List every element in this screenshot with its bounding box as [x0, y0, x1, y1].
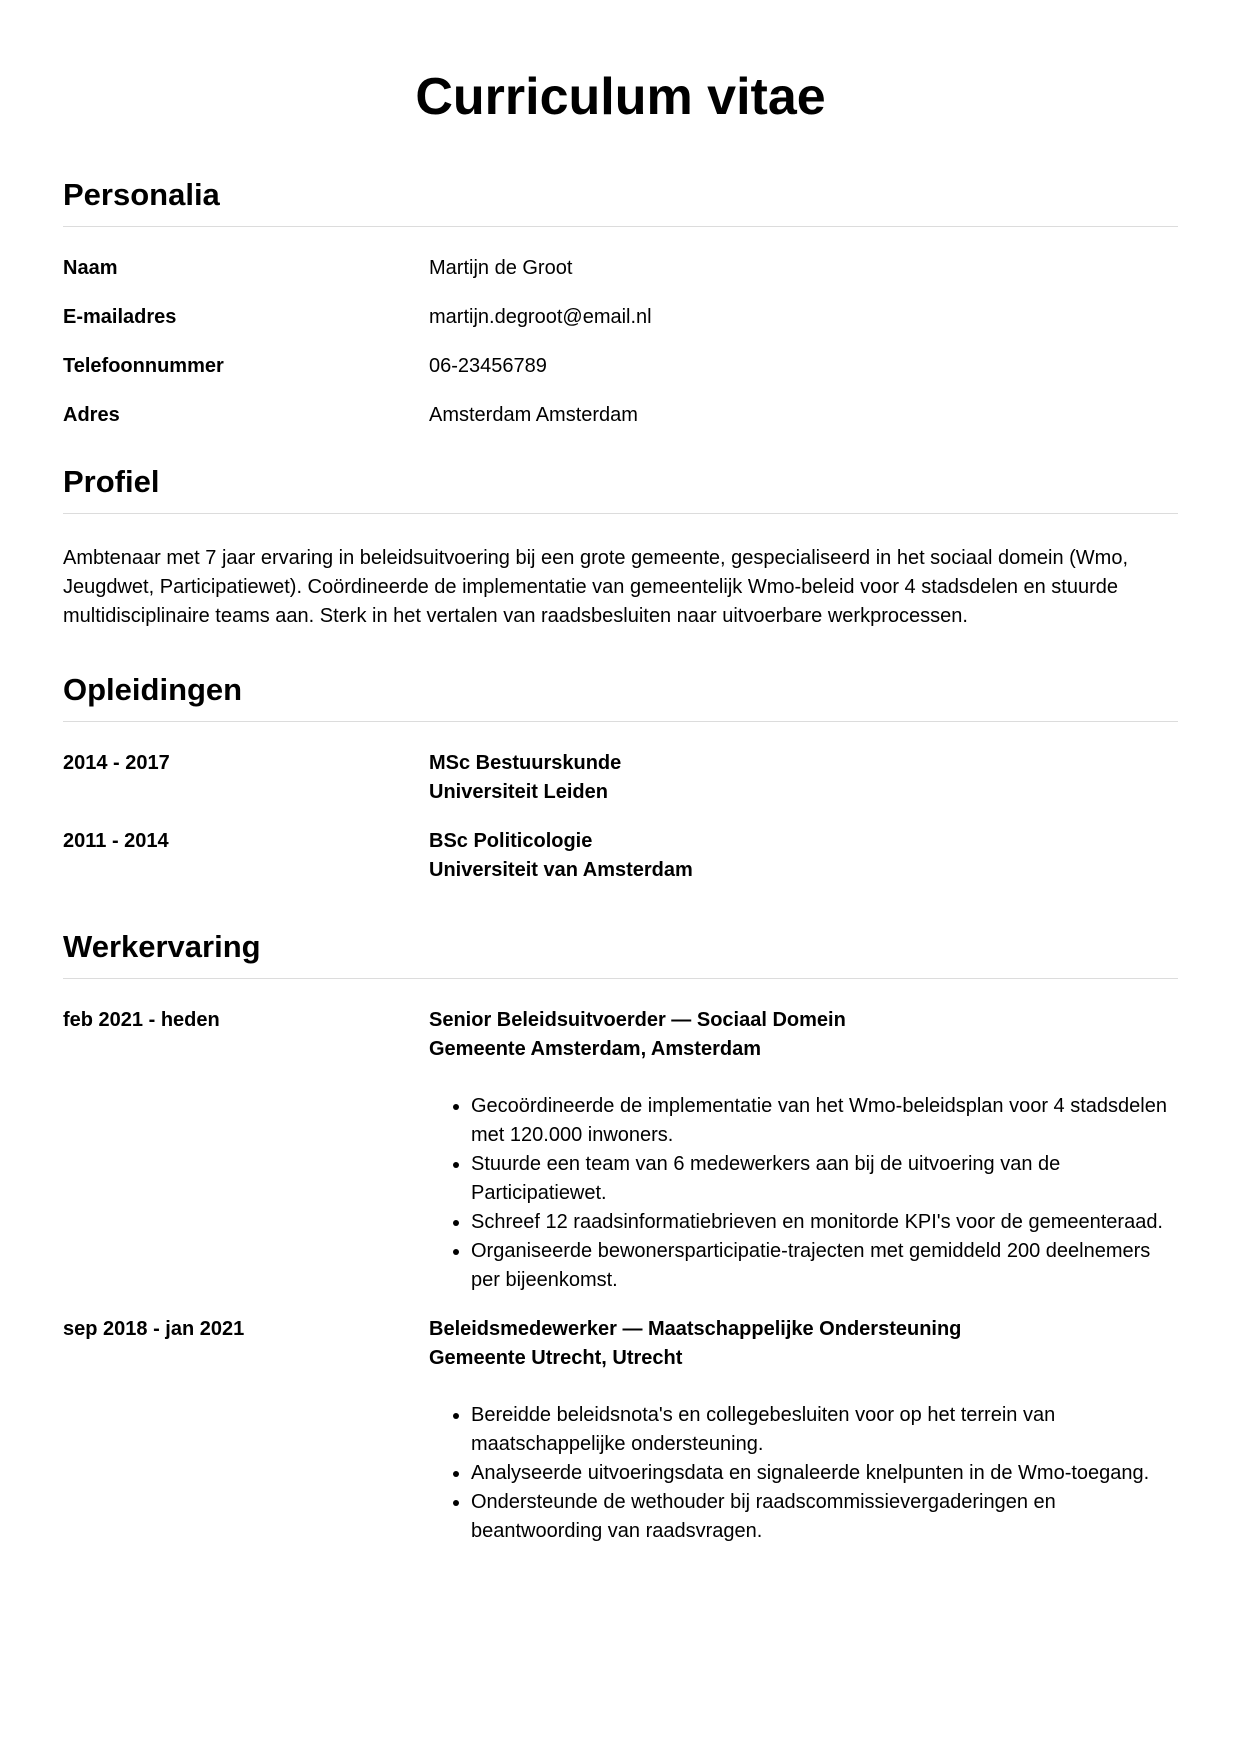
- opleiding-item: [63, 749, 1178, 807]
- job-details: [429, 1006, 1178, 1295]
- section-heading-werkervaring: Werkervaring: [63, 928, 1178, 979]
- profiel-text: Ambtenaar met 7 jaar ervaring in beleidsuitvoering bij een grote gemeente, gespecialiseerd in het sociaal domein (Wmo, Jeugdwet, Participatiewet). Coördineerde de implementatie van gemeentelijk Wmo-beleid voor 4 stadsdelen en stuurde multidisciplinaire teams aan. Sterk in het vertalen van raadsbesluiten naar uitvoerbare werkprocessen.: [63, 547, 1129, 627]
- opleiding-period: 2014 - 2017: [63, 752, 170, 774]
- job-bullet: • Analyseerde uitvoeringsdata en signaleerde knelpunten in de Wmo-toegang.: [471, 1459, 1178, 1488]
- job-bullet: • Stuurde een team van 6 medewerkers aan bij de uitvoering van de Participatiewet.: [471, 1150, 1178, 1208]
- personalia-row-adres: [63, 401, 1178, 430]
- job-bullet: • Gecoördineerde de implementatie van het Wmo-beleidsplan voor 4 stadsdelen met 120.000 inwoners.: [471, 1092, 1178, 1150]
- section-profiel: [63, 463, 1178, 631]
- job-employer: Gemeente Utrecht, Utrecht: [429, 1347, 683, 1369]
- section-personalia: [63, 176, 1178, 430]
- section-werkervaring: [63, 928, 1178, 1546]
- document-title: Curriculum vitae: [415, 68, 826, 126]
- job-bullets: [429, 1092, 1178, 1295]
- section-heading-profiel: Profiel: [63, 463, 1178, 514]
- opleiding-degree: BSc Politicologie: [429, 830, 593, 852]
- personalia-row-email: [63, 303, 1178, 332]
- personalia-list: [63, 227, 1178, 430]
- job-details: [429, 1315, 1178, 1546]
- personalia-value: Amsterdam Amsterdam: [429, 404, 638, 426]
- section-opleidingen: [63, 671, 1178, 885]
- job-bullet: • Ondersteunde de wethouder bij raadscommissievergaderingen en beantwoording van raadsvragen.: [471, 1488, 1178, 1546]
- personalia-value: martijn.degroot@email.nl: [429, 306, 652, 328]
- werkervaring-item: [63, 1006, 1178, 1295]
- opleiding-item: [63, 827, 1178, 885]
- personalia-value: 06-23456789: [429, 355, 547, 377]
- opleiding-details: [429, 827, 1178, 885]
- opleiding-school: Universiteit van Amsterdam: [429, 859, 693, 881]
- job-employer: Gemeente Amsterdam, Amsterdam: [429, 1038, 761, 1060]
- personalia-row-telefoon: [63, 352, 1178, 381]
- personalia-value: Martijn de Groot: [429, 257, 573, 279]
- job-role: Senior Beleidsuitvoerder — Sociaal Domein: [429, 1009, 846, 1031]
- personalia-label: Telefoonnummer: [63, 355, 224, 377]
- opleiding-school: Universiteit Leiden: [429, 781, 608, 803]
- personalia-row-naam: [63, 254, 1178, 283]
- job-bullet: • Organiseerde bewonersparticipatie-trajecten met gemiddeld 200 deelnemers per bijeenkomst.: [471, 1237, 1178, 1295]
- personalia-label: E-mailadres: [63, 306, 177, 328]
- werkervaring-item: [63, 1315, 1178, 1546]
- opleiding-details: [429, 749, 1178, 807]
- personalia-label: Adres: [63, 404, 120, 426]
- job-bullet: • Bereidde beleidsnota's en collegebesluiten voor op het terrein van maatschappelijke ondersteuning.: [471, 1401, 1178, 1459]
- opleiding-period: 2011 - 2014: [63, 830, 169, 852]
- section-heading-personalia: Personalia: [63, 176, 1178, 227]
- section-heading-opleidingen: Opleidingen: [63, 671, 1178, 722]
- job-bullets: [429, 1401, 1178, 1546]
- job-bullet: • Schreef 12 raadsinformatiebrieven en monitorde KPI's voor de gemeenteraad.: [471, 1208, 1178, 1237]
- opleiding-degree: MSc Bestuurskunde: [429, 752, 622, 774]
- werkervaring-list: [63, 979, 1178, 1546]
- job-period: feb 2021 - heden: [63, 1009, 220, 1031]
- job-period: sep 2018 - jan 2021: [63, 1318, 245, 1340]
- job-role: Beleidsmedewerker — Maatschappelijke Ondersteuning: [429, 1318, 962, 1340]
- opleidingen-list: [63, 722, 1178, 885]
- personalia-label: Naam: [63, 257, 118, 279]
